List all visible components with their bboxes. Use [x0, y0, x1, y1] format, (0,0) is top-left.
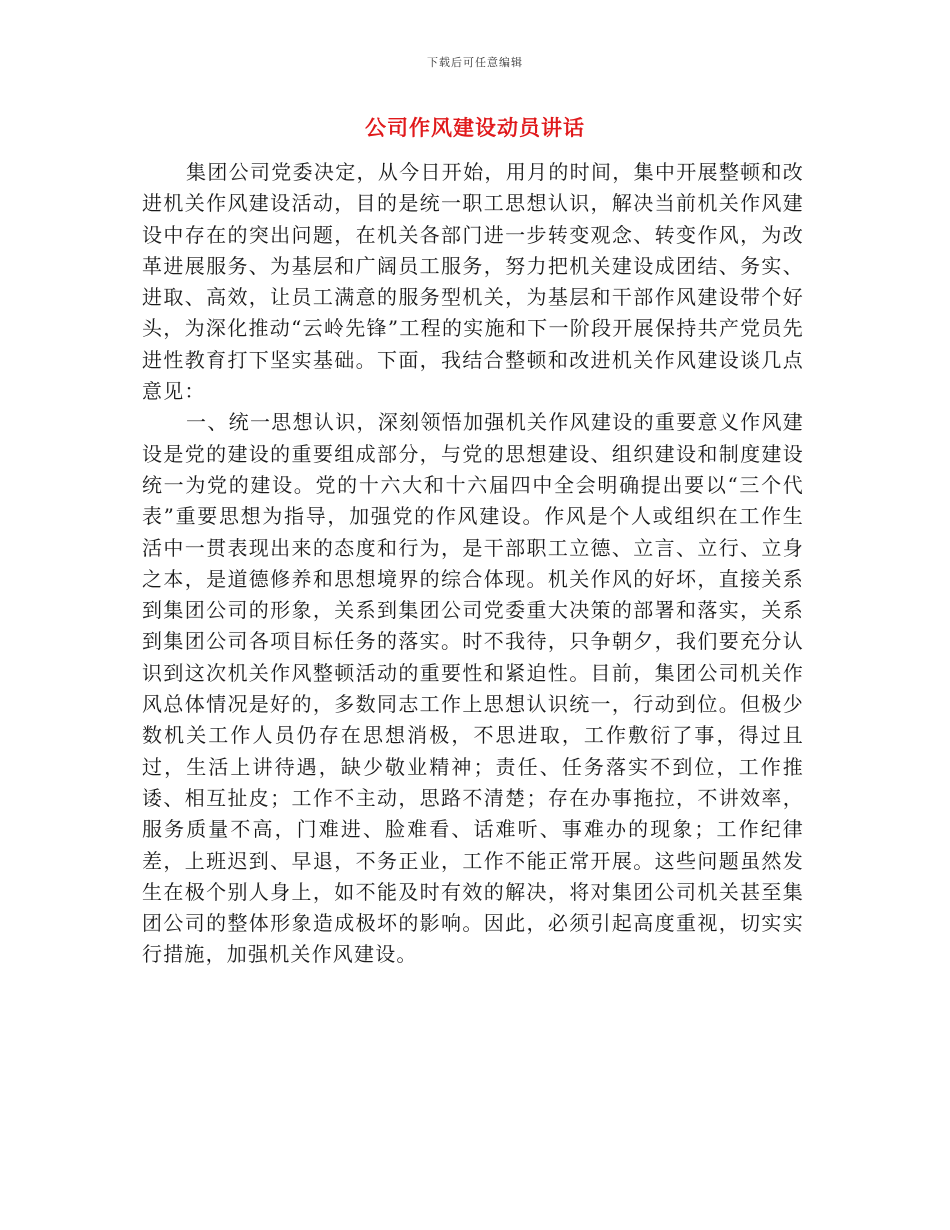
paragraph-intro: 集团公司党委决定，从今日开始，用月的时间，集中开展整顿和改进机关作风建设活动，目的是统一职工思想认识，解决当前机关作风建设中存在的突出问题，在机关各部门进一步转变观念、转变作风，为改革进展服务、为基层和广阔员工服务，努力把机关建设成团结、务实、进取、高效，让员工满意的服务型机关，为基层和干部作风建设带个好头，为深化推动“云岭先锋”工程的实施和下一阶段开展保持共产党员先进性教育打下坚实基础。下面，我结合整顿和改进机关作风建设谈几点意见：: [142, 160, 804, 404]
paragraph-section-one: 一、统一思想认识，深刻领悟加强机关作风建设的重要意义作风建设是党的建设的重要组成部分，与党的思想建设、组织建设和制度建设统一为党的建设。党的十六大和十六届四中全会明确提出要以“三个代表”重要思想为指导，加强党的作风建设。作风是个人或组织在工作生活中一贯表现出来的态度和行为，是干部职工立德、立言、立行、立身之本，是道德修养和思想境界的综合体现。机关作风的好坏，直接关系到集团公司的形象，关系到集团公司党委重大决策的部署和落实，关系到集团公司各项目标任务的落实。时不我待，只争朝夕，我们要充分认识到这次机关作风整顿活动的重要性和紧迫性。目前，集团公司机关作风总体情况是好的，多数同志工作上思想认识统一，行动到位。但极少数机关工作人员仍存在思想消极，不思进取，工作敷衍了事，得过且过，生活上讲待遇，缺少敬业精神；责任、任务落实不到位，工作推诿、相互扯皮；工作不主动，思路不清楚；存在办事拖拉，不讲效率，服务质量不高，门难进、脸难看、话难听、事难办的现象；工作纪律差，上班迟到、早退，不务正业，工作不能正常开展。这些问题虽然发生在极个别人身上，如不能及时有效的解决，将对集团公司机关甚至集团公司的整体形象造成极坏的影响。因此，必须引起高度重视，切实实行措施，加强机关作风建设。: [142, 410, 804, 967]
document-body: [142, 157, 804, 971]
header-note: 下载后可任意编辑: [427, 56, 523, 69]
document-title: 公司作风建设动员讲话: [365, 115, 585, 140]
